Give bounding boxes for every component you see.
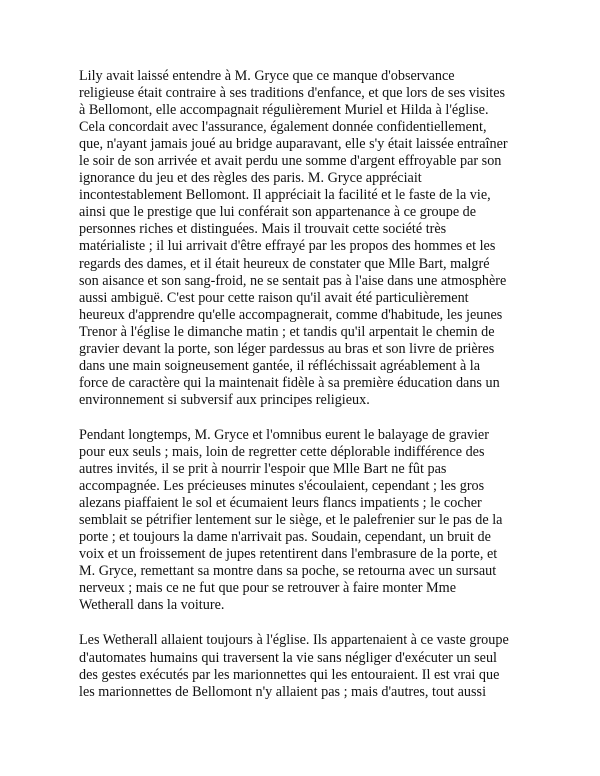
text-line: Wetherall dans la voiture. [79,597,225,614]
text-line: gravier devant la porte, son léger pardessus au bras et son livre de prières [79,340,495,357]
text-line: personnes riches et distinguées. Mais il trouvait cette société très [79,221,447,238]
text-line: Cela concordait avec l'assurance, également donnée confidentiellement, [79,119,487,136]
text-line: dans une main soigneusement gantée, il réfléchissait agréablement à la [79,357,481,374]
text-line: des gestes exécutés par les marionnettes qui les entouraient. Il est vrai que [79,666,500,683]
text-line: religieuse était contraire à ses traditions d'enfance, et que lors de ses visites [79,85,506,102]
text-line: nerveux ; mais ce ne fut que pour se retrouver à faire monter Mme [79,580,457,597]
text-line: d'automates humains qui traversent la vie sans négliger d'exécuter un seul [79,649,497,666]
text-line: heureux d'apprendre qu'elle accompagnerait, comme d'habitude, les jeunes [79,306,503,323]
text-line: matérialiste ; il lui arrivait d'être effrayé par les propos des hommes et les [79,238,496,255]
text-line: environnement si subversif aux principes religieux. [79,391,370,408]
paragraph-3 [79,632,549,700]
text-line: Pendant longtemps, M. Gryce et l'omnibus eurent le balayage de gravier [79,426,489,443]
text-line: M. Gryce, remettant sa montre dans sa poche, se retourna avec un sursaut [79,563,497,580]
text-line: voix et un froissement de jupes retentirent dans l'embrasure de la porte, et [79,546,498,563]
text-line: pour eux seuls ; mais, loin de regretter cette déplorable indifférence des [79,443,485,460]
paragraph-2 [79,427,549,615]
text-line: porte ; et toujours la dame n'arrivait pas. Soudain, cependant, un bruit de [79,529,491,546]
paragraph-1 [79,68,549,409]
text-line: incontestablement Bellomont. Il appréciait la facilité et le faste de la vie, [79,187,491,204]
text-line: accompagnée. Les précieuses minutes s'écoulaient, cependant ; les gros [79,478,485,495]
text-line: Lily avait laissé entendre à M. Gryce que ce manque d'observance [79,68,455,84]
text-line: alezans piaffaient le sol et écumaient leurs flancs impatients ; le cocher [79,495,482,512]
text-line: son aisance et son sang-froid, ne se sentait pas à l'aise dans une atmosphère [79,272,507,289]
text-line: Les Wetherall allaient toujours à l'église. Ils appartenaient à ce vaste groupe [79,632,509,649]
text-line: à Bellomont, elle accompagnait régulièrement Muriel et Hilda à l'église. [79,102,489,119]
text-line: autres invités, il se prit à nourrir l'espoir que Mlle Bart ne fût pas [79,461,447,478]
text-line: les marionnettes de Bellomont n'y allaient pas ; mais d'autres, tout aussi [79,683,487,700]
text-line: que, n'ayant jamais joué au bridge auparavant, elle s'y était laissée entraîner [79,136,508,153]
text-line: le soir de son arrivée et avait perdu une somme d'argent effroyable par son [79,153,502,170]
body-text [79,68,549,719]
text-line: semblait se pétrifier lentement sur le siège, et le palefrenier sur le pas de la [79,512,503,529]
text-line: ainsi que le prestige que lui conférait son appartenance à ce groupe de [79,204,477,221]
text-line: Trenor à l'église le dimanche matin ; et tandis qu'il arpentait le chemin de [79,323,495,340]
text-line: ignorance du jeu et des règles des paris. M. Gryce appréciait [79,170,422,187]
text-line: force de caractère qui la maintenait fidèle à sa première éducation dans un [79,374,500,391]
text-line: aussi ambiguë. C'est pour cette raison qu'il avait été particulièrement [79,289,469,306]
text-line: regards des dames, et il était heureux de constater que Mlle Bart, malgré [79,255,490,272]
